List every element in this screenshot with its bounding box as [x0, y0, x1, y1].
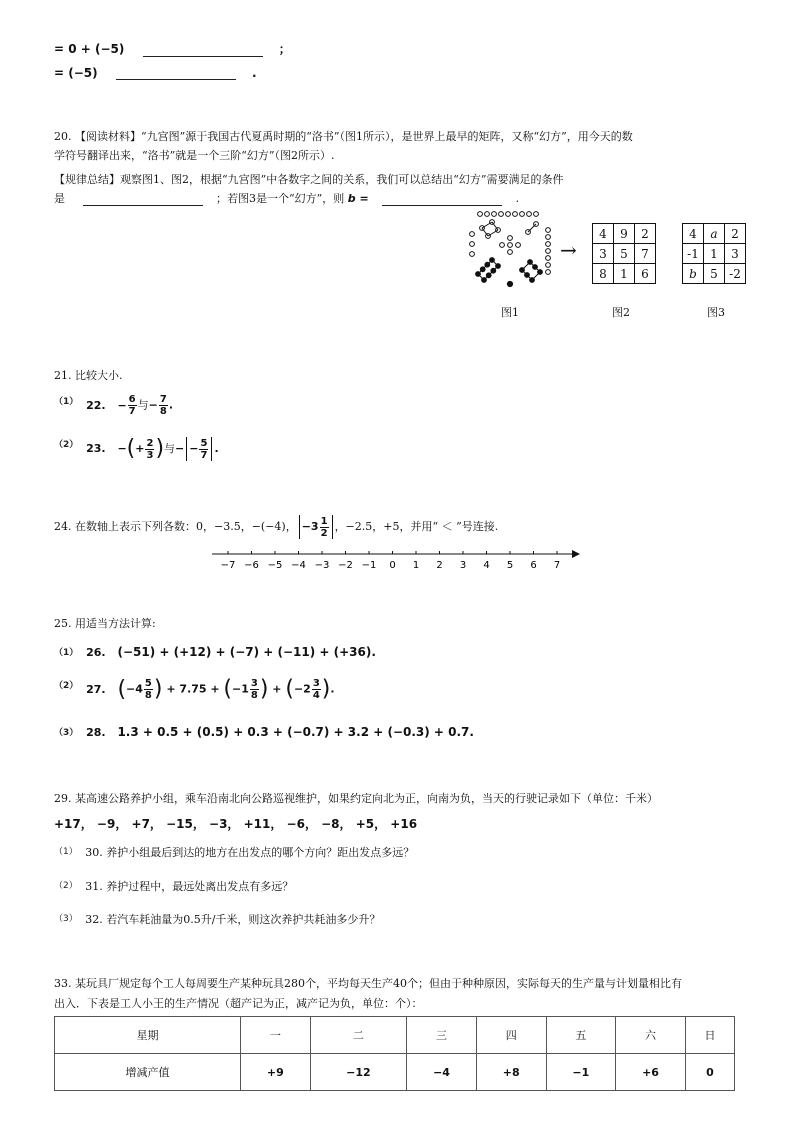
q25-part-2: $^{(2)}$ 27. (−4 $\frac{5}{8}$ ) + 7.75 + (−1 $\frac{3}{8}$ ) + (−2 $\frac{3}{4}$ ).	[54, 676, 335, 702]
abs-bar-left	[186, 437, 187, 461]
part-index: （2）	[54, 681, 79, 691]
sign-inner: −	[189, 442, 199, 455]
fraction-b: $\frac{7}{8}$	[159, 394, 167, 417]
item-number: 27.	[86, 682, 106, 696]
table-cell: 日	[685, 1017, 734, 1054]
expression-1: = 0 + (−5)	[54, 42, 125, 56]
q29-part-1	[54, 844, 414, 860]
tick-label: −4	[291, 560, 306, 571]
tick-label: −3	[314, 560, 330, 571]
left-dots-3	[470, 232, 475, 257]
q33-line-1: 33. 某玩具厂规定每个工人每周要生产某种玩具280个，平均每天生产40个；但由于种种原因，实际每天的生产量与计划量相比有	[54, 977, 682, 990]
production-table	[54, 1016, 735, 1091]
term-2-whole: −1	[232, 682, 249, 696]
table-cell: 四	[476, 1017, 546, 1054]
end-punct: .	[168, 398, 174, 412]
table-cell: 五	[546, 1017, 616, 1054]
fraction-a: $\frac{2}{3}$	[146, 437, 154, 461]
tick-label: −7	[220, 560, 236, 571]
caption-fig2: 图2	[612, 306, 630, 319]
bottomright-dots-6	[520, 260, 543, 283]
table-cell: −4	[407, 1054, 477, 1091]
part-index: （2）	[54, 881, 78, 891]
right-paren: )	[155, 436, 165, 461]
item-number: 26.	[86, 646, 106, 659]
expression: 1.3 + 0.5 + (0.5) + 0.3 + (−0.7) + 3.2 + (−0.3) + 0.7.	[117, 725, 474, 739]
part-index: （1）	[54, 397, 79, 407]
q20-line-4	[54, 190, 519, 206]
abs-fraction: $\frac{1}{2}$	[320, 515, 328, 539]
compare-word: 与	[164, 442, 176, 455]
tick-label: 4	[483, 560, 490, 571]
tick-label: 6	[530, 560, 537, 571]
table-header-row	[55, 1017, 735, 1054]
sign-lead-2: −	[175, 442, 185, 455]
right-dots-7	[546, 228, 551, 275]
sign-a: −	[117, 398, 127, 412]
q20-var-b: b =	[347, 192, 369, 205]
table-cell: 增减产值	[55, 1054, 241, 1091]
table-cell: 二	[310, 1017, 407, 1054]
continuation-line-2	[54, 66, 257, 80]
table-cell: 一	[241, 1017, 311, 1054]
figure-2-grid: 4 9 2 3 5 7 8 1 6	[592, 223, 656, 284]
part-index: （2）	[54, 440, 79, 450]
table-cell: 六	[616, 1017, 686, 1054]
q21-part-2	[54, 437, 219, 461]
expression-2: = (−5)	[54, 66, 98, 80]
fraction-a: $\frac{6}{7}$	[128, 394, 136, 417]
figure-3-grid: 4 a 2 -1 1 3 b 5 -2	[682, 223, 746, 284]
table-cell: 三	[407, 1017, 477, 1054]
end-punct: .	[214, 442, 219, 455]
item-number: 28.	[86, 726, 106, 739]
part-text: 32. 若汽车耗油量为0.5升/千米，则这次养护共耗油多少升？	[85, 913, 381, 926]
q20-blank-condition[interactable]	[83, 195, 203, 206]
table-cell: −1	[546, 1054, 616, 1091]
q20-line-1: 20. 【阅读材料】“九宫图”源于我国古代夏禹时期的“洛书”（图1所示），是世界上最早的矩阵，又称“幻方”，用今天的数	[54, 130, 633, 143]
part-index: （3）	[54, 728, 79, 738]
q24-question	[54, 515, 498, 539]
tick-label: 7	[553, 560, 561, 571]
table-cell: −12	[310, 1054, 407, 1091]
term-1-whole: −4	[126, 682, 143, 696]
q29-title: 29. 某高速公路养护小组，乘车沿南北向公路巡视维护，如果约定向北为正，向南为负，当天的行驶记录如下（单位：千米）	[54, 792, 658, 805]
tick-label: 0	[389, 560, 396, 571]
tick-label: 2	[436, 560, 443, 571]
table-cell: +9	[241, 1054, 311, 1091]
answer-blank-2[interactable]	[116, 69, 236, 80]
answer-blank-1[interactable]	[143, 46, 263, 57]
tick-label: −2	[338, 560, 353, 571]
sign-plus: +	[135, 442, 145, 455]
bottomleft-dots-8	[476, 258, 501, 283]
punct-2: .	[251, 66, 257, 80]
q20-pre: 是	[54, 192, 65, 205]
operator-1: + 7.75 +	[166, 682, 220, 696]
term-2-fraction: $\frac{3}{8}$	[250, 678, 258, 701]
q33-line-2: 出入．下表是工人小王的生产情况（超产记为正，减产记为负，单位：个）：	[54, 997, 423, 1010]
expression: (−51) + (+12) + (−7) + (−11) + (+36).	[117, 645, 376, 659]
left-paren: (	[126, 436, 136, 461]
tick-label: −6	[244, 560, 259, 571]
q20-line-2: 学符号翻译出来，“洛书”就是一个三阶“幻方”（图2所示）.	[54, 149, 335, 162]
caption-fig1: 图1	[501, 306, 519, 319]
item-number: 23.	[86, 442, 106, 455]
q20-end: .	[515, 192, 520, 205]
q24-text-post: ，−2.5，+5，并用“ ＜ ”号连接.	[334, 520, 499, 533]
sign-lead: −	[117, 442, 127, 455]
sign-b: −	[148, 398, 158, 412]
table-cell: 0	[685, 1054, 734, 1091]
q20-blank-b[interactable]	[382, 195, 502, 206]
abs-bar-left	[299, 515, 300, 539]
caption-fig3: 图3	[707, 306, 725, 319]
q29-part-3	[54, 911, 380, 927]
part-text: 30. 养护小组最后到达的地方在出发点的哪个方向？距出发点多远？	[85, 846, 415, 859]
part-index: （1）	[54, 648, 79, 658]
punct-1: ；	[278, 42, 291, 56]
q25-title: 25. 用适当方法计算:	[54, 617, 156, 630]
q20-line-3: 【规律总结】观察图1、图2，根据“九宫图”中各数字之间的关系，我们可以总结出“幻方”需要满足的条件	[54, 173, 564, 186]
end-punct: .	[330, 682, 335, 696]
table-cell: +6	[616, 1054, 686, 1091]
item-number: 22.	[86, 398, 106, 412]
q21-part-1	[54, 394, 173, 417]
q25-part-3	[54, 725, 474, 739]
abs-bar-right	[211, 437, 212, 461]
number-line	[212, 546, 582, 572]
q24-text-pre: 24. 在数轴上表示下列各数：0，−3.5，−(−4)，	[54, 520, 297, 533]
part-text: 31. 养护过程中，最远处离出发点有多远？	[85, 880, 294, 893]
compare-word: 与	[137, 398, 149, 412]
part-index: （3）	[54, 914, 78, 924]
q29-records: +17， −9， +7， −15， −3， +11， −6， −8， +5， +16	[54, 817, 418, 831]
bottom-dot-1	[507, 281, 512, 286]
continuation-line-1	[54, 40, 291, 57]
term-1-fraction: $\frac{5}{8}$	[144, 678, 152, 701]
arrow-icon: →	[560, 238, 577, 262]
center-dots-5	[500, 236, 521, 255]
tick-label: −1	[361, 560, 377, 571]
top-dots-9	[478, 212, 539, 217]
table-row	[55, 1054, 735, 1091]
term-3-fraction: $\frac{3}{4}$	[312, 678, 320, 701]
tick-label: 5	[506, 560, 514, 571]
topleft-dots-4	[480, 220, 501, 239]
fraction-b: $\frac{5}{7}$	[200, 437, 208, 461]
operator-2: +	[272, 682, 282, 696]
abs-bar-right	[332, 515, 333, 539]
tick-label: −5	[267, 560, 283, 571]
q21-title: 21. 比较大小.	[54, 369, 123, 382]
axis-arrow-icon	[572, 550, 580, 558]
table-cell: +8	[476, 1054, 546, 1091]
term-3-whole: −2	[293, 682, 311, 696]
q29-part-2	[54, 878, 293, 894]
q20-mid: ；若图3是一个“幻方”，则	[216, 192, 345, 205]
table-cell: 星期	[55, 1017, 241, 1054]
part-index: （1）	[54, 847, 78, 857]
q25-part-1	[54, 645, 376, 659]
tick-label: 3	[459, 560, 467, 571]
luoshu-figure	[466, 208, 556, 300]
abs-whole: −3	[301, 520, 319, 533]
tick-label: 1	[412, 560, 420, 571]
